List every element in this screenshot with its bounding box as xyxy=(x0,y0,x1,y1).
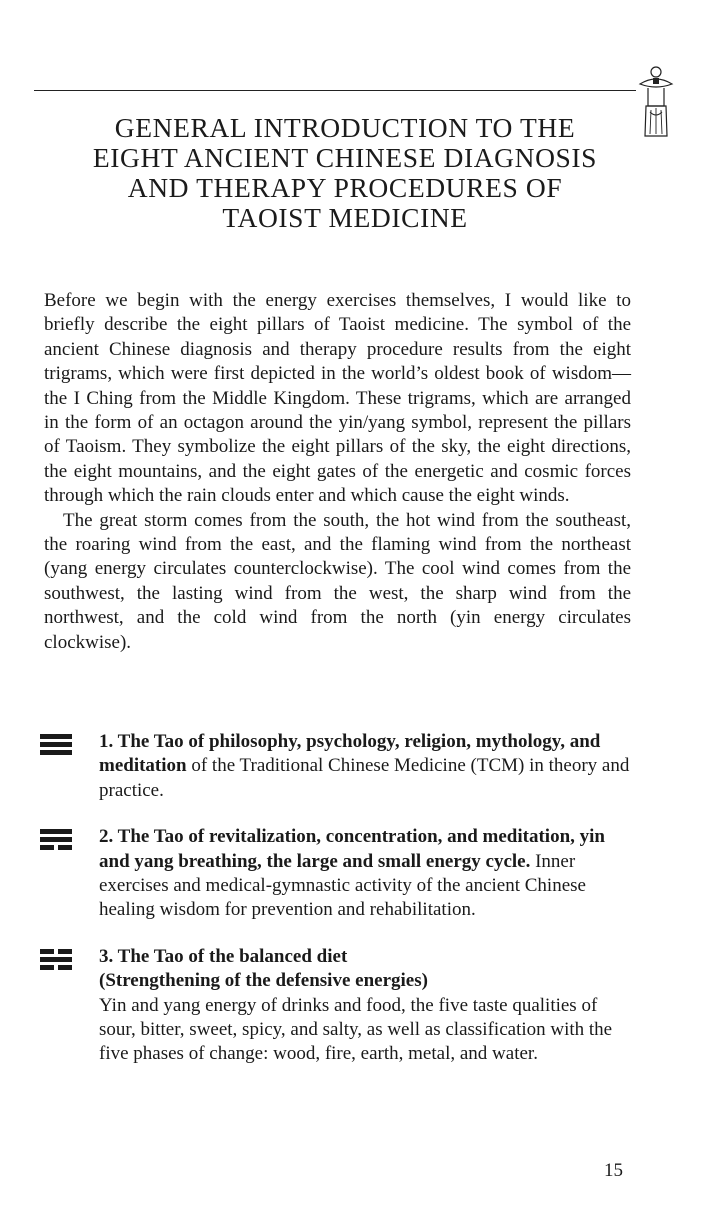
trigram-segment xyxy=(40,837,72,842)
item-text: of the Traditional Chinese Medicine (TCM) in theory and practice. xyxy=(99,755,630,801)
trigram-wind-icon xyxy=(40,829,72,853)
trigram-solid-line xyxy=(40,742,72,747)
trigram-broken-line xyxy=(40,965,72,970)
paragraph: The great storm comes from the south, the hot wind from the southeast, the roaring wind from the east, and the flaming wind from the northeast (yang energy circulates counterclockwise). The cool wind comes from the southwest, the lasting wind from the west, the sharp wind from the northwest, and the cold wind from the north (yin energy circulates clockwise). xyxy=(44,509,631,653)
header-rule xyxy=(34,90,636,91)
trigram-segment xyxy=(58,949,72,954)
trigram-segment xyxy=(40,845,54,850)
item-heading: 1. The Tao of philosophy, psychology, religion, mythology, and meditation xyxy=(99,731,601,777)
item-heading: 2. The Tao of revitalization, concentration, and meditation, yin and yang breathing, the large and small energy cycle. xyxy=(99,826,605,872)
trigram-segment xyxy=(40,750,72,755)
body-text xyxy=(44,289,631,655)
trigram-solid-line xyxy=(40,957,72,962)
paragraph: Before we begin with the energy exercises themselves, I would like to briefly describe the eight pillars of Taoist medicine. The symbol of the ancient Chinese diagnosis and therapy procedure results from the eight trigrams, which were first depicted in the world’s oldest book of wisdom—the I Ching from the Middle Kingdom. These trigrams, which are arranged in the form of an octagon around the yin/yang symbol, represent the pillars of Taoism. They symbolize the eight pillars of the sky, the eight directions, the eight mountains, and the eight gates of the energetic and cosmic forces through which the rain clouds enter and which cause the eight winds. xyxy=(44,290,631,507)
list-item xyxy=(40,825,635,923)
trigram-solid-line xyxy=(40,829,72,834)
list-item xyxy=(40,730,635,803)
list-item xyxy=(40,945,635,1067)
trigram-segment xyxy=(58,965,72,970)
item-text: Inner exercises and medical-gymnastic activity of the ancient Chinese healing wisdom for prevention and rehabilitation. xyxy=(99,850,586,921)
trigram-segment xyxy=(40,742,72,747)
title-line: AND THERAPY PROCEDURES OF xyxy=(127,172,563,203)
chapter-title xyxy=(40,113,650,233)
title-line: TAOIST MEDICINE xyxy=(222,202,468,233)
item-heading: 3. The Tao of the balanced diet xyxy=(99,945,348,967)
pillar-list xyxy=(40,730,635,1089)
trigram-water-icon xyxy=(40,949,72,973)
trigram-solid-line xyxy=(40,837,72,842)
trigram-segment xyxy=(40,965,54,970)
trigram-segment xyxy=(58,845,72,850)
trigram-broken-line xyxy=(40,845,72,850)
trigram-solid-line xyxy=(40,750,72,755)
page-number: 15 xyxy=(604,1160,623,1181)
item-subheading: (Strengthening of the defensive energies) xyxy=(99,970,428,992)
trigram-solid-line xyxy=(40,734,72,739)
trigram-segment xyxy=(40,957,72,962)
item-text: Yin and yang energy of drinks and food, the five taste qualities of sour, bitter, sweet, spicy, and salty, as well as classification with the five phases of change: wood, fire, earth, metal, and water. xyxy=(99,994,613,1065)
title-line: GENERAL INTRODUCTION TO THE xyxy=(114,112,576,143)
trigram-segment xyxy=(40,829,72,834)
trigram-segment xyxy=(40,734,72,739)
trigram-heaven-icon xyxy=(40,734,72,758)
trigram-broken-line xyxy=(40,949,72,954)
trigram-segment xyxy=(40,949,54,954)
title-line: EIGHT ANCIENT CHINESE DIAGNOSIS xyxy=(92,142,598,173)
